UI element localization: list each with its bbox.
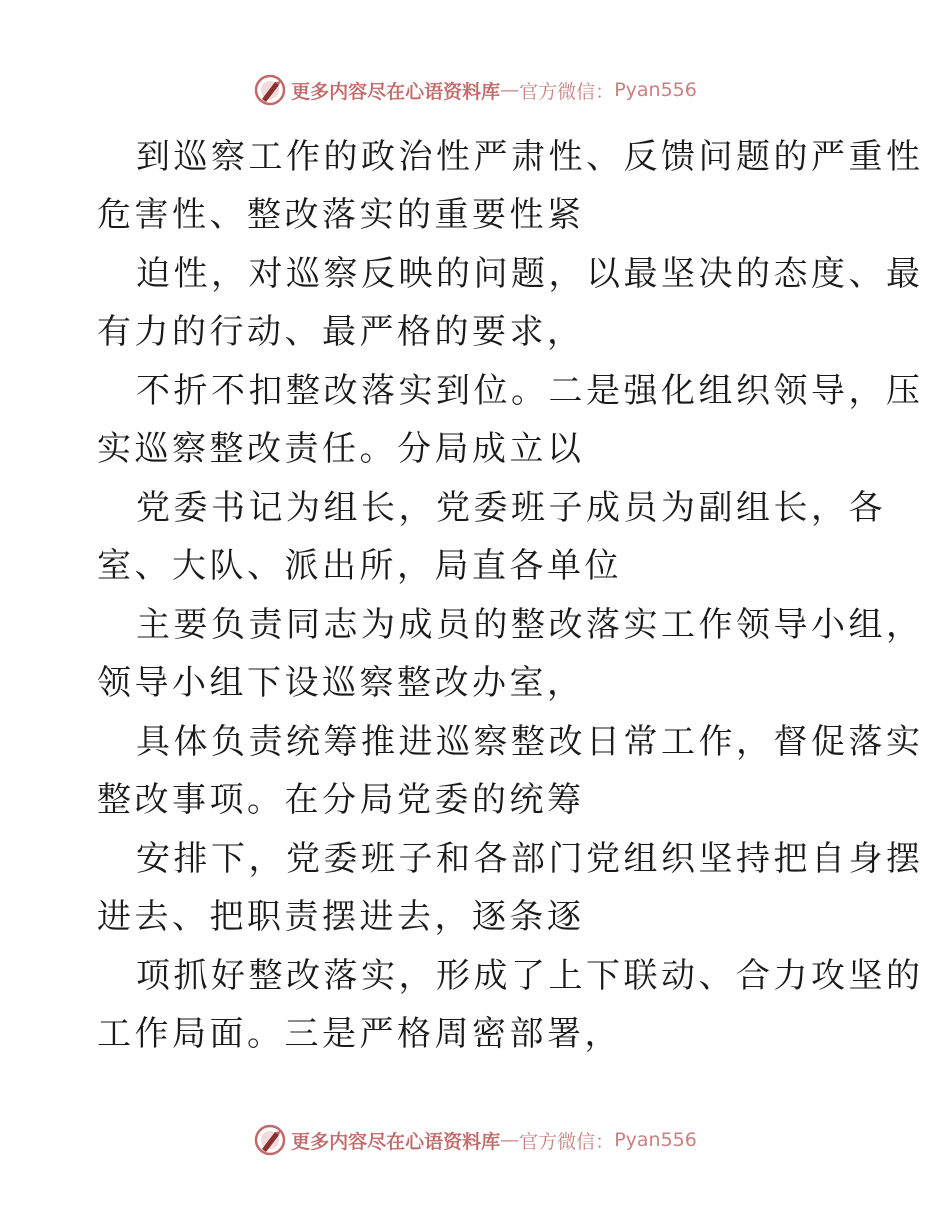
- paragraph-line: 进去、把职责摆进去，逐条逐: [97, 897, 585, 937]
- paragraph: [0, 351, 950, 468]
- pen-seal-logo-icon: [253, 1123, 287, 1157]
- header-wechat-id: Pyan556: [614, 79, 697, 101]
- paragraph-line: 有力的行动、最严格的要求，: [97, 312, 585, 352]
- paragraph-line: 整改事项。在分局党委的统筹: [97, 780, 585, 820]
- paragraph-line: 室、大队、派出所，局直各单位: [97, 546, 622, 586]
- header-banner: [0, 70, 950, 110]
- paragraph-line: 不折不扣整改落实到位。二是强化组织领导，压: [136, 371, 924, 411]
- header-wechat-label: 官方微信：: [519, 80, 615, 103]
- footer-wechat-id: Pyan556: [614, 1129, 697, 1151]
- paragraph: [0, 936, 950, 1053]
- paragraph: [0, 234, 950, 351]
- footer-brand-text: 更多内容尽在心语资料库: [291, 1130, 501, 1153]
- header-brand-text: 更多内容尽在心语资料库: [291, 80, 501, 103]
- paragraph: [0, 585, 950, 702]
- paragraph-line: 主要负责同志为成员的整改落实工作领导小组，: [136, 605, 924, 645]
- paragraph: [0, 702, 950, 819]
- footer-banner: [0, 1120, 950, 1160]
- footer-wechat-label: 官方微信：: [519, 1130, 615, 1153]
- document-body: [0, 117, 950, 1053]
- paragraph: [0, 117, 950, 234]
- paragraph: [0, 819, 950, 936]
- paragraph-line: 党委书记为组长，党委班子成员为副组长，各: [136, 488, 886, 528]
- paragraph: [0, 468, 950, 585]
- paragraph-line: 到巡察工作的政治性严肃性、反馈问题的严重性: [136, 137, 924, 177]
- footer-brand-dash: —: [500, 1129, 520, 1151]
- paragraph-line: 危害性、整改落实的重要性紧: [97, 195, 585, 235]
- paragraph-line: 迫性，对巡察反映的问题，以最坚决的态度、最: [136, 254, 924, 294]
- paragraph-line: 工作局面。三是严格周密部署，: [97, 1014, 622, 1054]
- paragraph-line: 安排下，党委班子和各部门党组织坚持把自身摆: [136, 839, 924, 879]
- paragraph-line: 实巡察整改责任。分局成立以: [97, 429, 585, 469]
- paragraph-line: 领导小组下设巡察整改办室，: [97, 663, 585, 703]
- header-brand-dash: —: [500, 79, 520, 101]
- paragraph-line: 项抓好整改落实，形成了上下联动、合力攻坚的: [136, 956, 924, 996]
- paragraph-line: 具体负责统筹推进巡察整改日常工作，督促落实: [136, 722, 924, 762]
- pen-seal-logo-icon: [253, 73, 287, 107]
